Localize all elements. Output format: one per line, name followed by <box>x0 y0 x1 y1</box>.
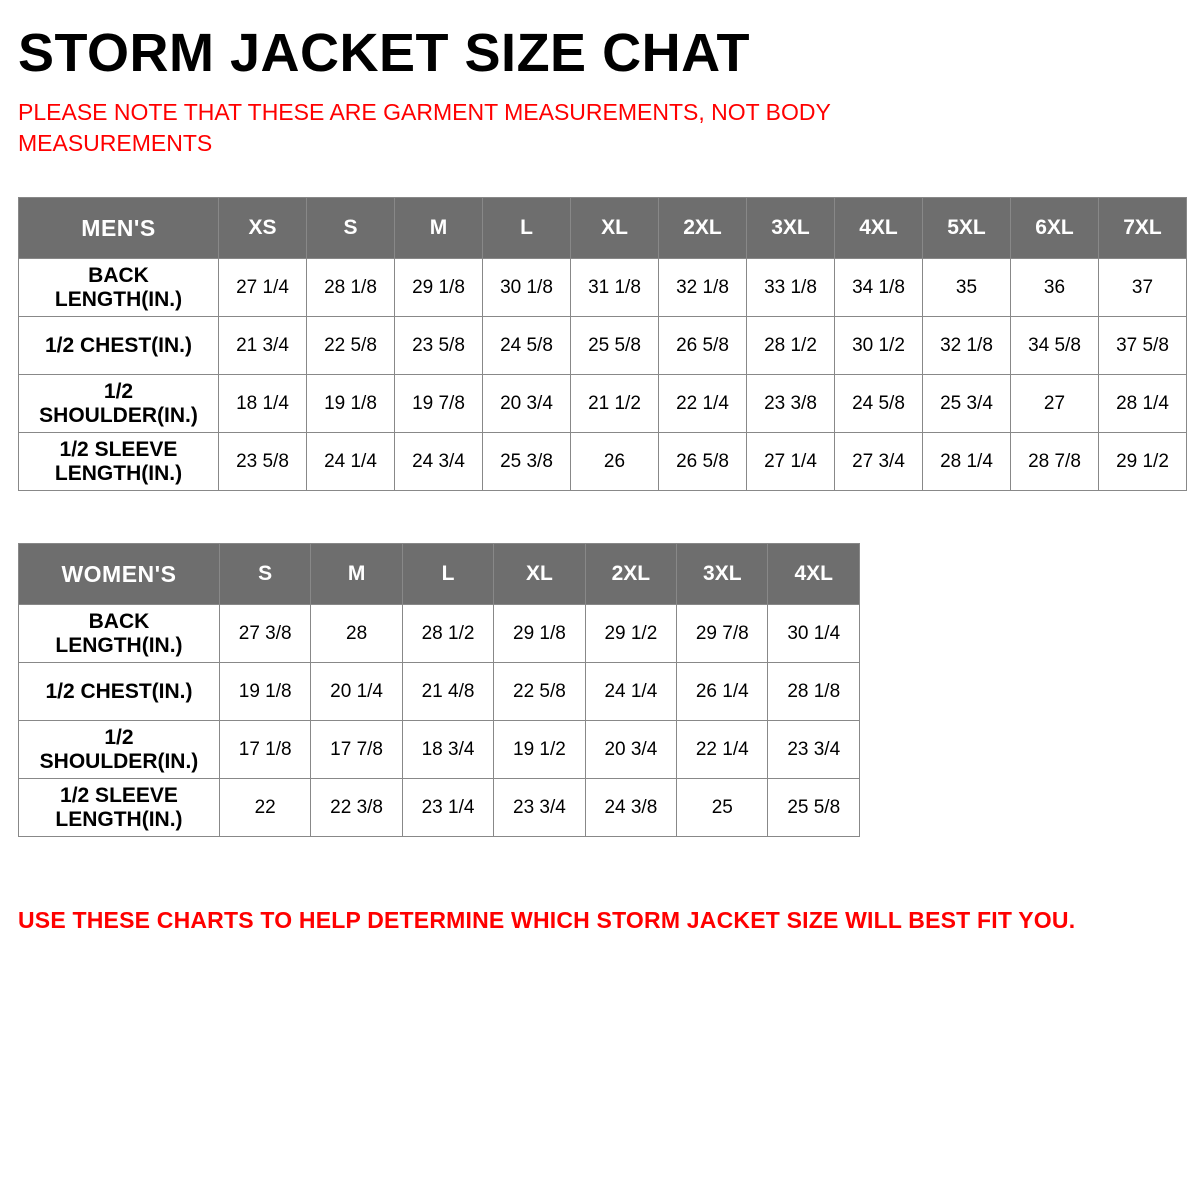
measurement-cell: 34 1/8 <box>835 259 923 317</box>
measurement-cell: 24 5/8 <box>835 375 923 433</box>
mens-table-header <box>19 198 1187 259</box>
measurement-cell: 30 1/4 <box>768 605 860 663</box>
measurement-cell: 22 1/4 <box>659 375 747 433</box>
measurement-cell: 28 <box>311 605 402 663</box>
measurement-row-label: BACK LENGTH(IN.) <box>19 259 219 317</box>
measurement-row-label: 1/2 SLEEVE LENGTH(IN.) <box>19 779 220 837</box>
measurement-cell: 26 <box>571 433 659 491</box>
measurement-row-label: 1/2 CHEST(IN.) <box>19 663 220 721</box>
measurement-cell: 22 <box>219 779 310 837</box>
table-row <box>19 375 1187 433</box>
size-column-header: S <box>307 198 395 259</box>
measurement-cell: 36 <box>1011 259 1099 317</box>
measurement-cell: 23 1/4 <box>402 779 493 837</box>
size-column-header: L <box>483 198 571 259</box>
measurement-cell: 21 4/8 <box>402 663 493 721</box>
measurement-cell: 24 5/8 <box>483 317 571 375</box>
measurement-cell: 34 5/8 <box>1011 317 1099 375</box>
size-column-header: 4XL <box>768 544 860 605</box>
measurement-row-label: 1/2 SLEEVE LENGTH(IN.) <box>19 433 219 491</box>
size-column-header: 7XL <box>1099 198 1187 259</box>
measurement-cell: 20 1/4 <box>311 663 402 721</box>
measurement-cell: 27 3/8 <box>219 605 310 663</box>
measurement-cell: 35 <box>923 259 1011 317</box>
table-row <box>19 259 1187 317</box>
table-row <box>19 779 860 837</box>
measurement-cell: 24 3/8 <box>585 779 676 837</box>
measurement-cell: 21 1/2 <box>571 375 659 433</box>
measurement-cell: 21 3/4 <box>219 317 307 375</box>
measurement-cell: 23 5/8 <box>219 433 307 491</box>
size-column-header: L <box>402 544 493 605</box>
measurement-cell: 28 1/4 <box>923 433 1011 491</box>
measurement-cell: 20 3/4 <box>585 721 676 779</box>
measurement-cell: 19 7/8 <box>395 375 483 433</box>
size-column-header: 5XL <box>923 198 1011 259</box>
measurement-cell: 25 <box>677 779 768 837</box>
measurement-cell: 29 1/2 <box>585 605 676 663</box>
measurement-cell: 18 3/4 <box>402 721 493 779</box>
measurement-disclaimer: PLEASE NOTE THAT THESE ARE GARMENT MEASUREMENTS, NOT BODY MEASUREMENTS <box>18 99 831 157</box>
table-row <box>19 663 860 721</box>
measurement-cell: 23 3/8 <box>747 375 835 433</box>
size-column-header: 3XL <box>747 198 835 259</box>
measurement-cell: 26 5/8 <box>659 433 747 491</box>
size-column-header: M <box>395 198 483 259</box>
measurement-cell: 23 5/8 <box>395 317 483 375</box>
measurement-cell: 28 1/2 <box>747 317 835 375</box>
measurement-cell: 22 5/8 <box>494 663 585 721</box>
measurement-cell: 32 1/8 <box>923 317 1011 375</box>
measurement-row-label: BACK LENGTH(IN.) <box>19 605 220 663</box>
table-row <box>19 721 860 779</box>
measurement-cell: 19 1/2 <box>494 721 585 779</box>
measurement-cell: 25 3/8 <box>483 433 571 491</box>
measurement-cell: 22 1/4 <box>677 721 768 779</box>
womens-size-table <box>18 543 860 837</box>
table-spacer <box>18 491 1182 543</box>
table-header-row <box>19 544 860 605</box>
womens-table-body <box>19 605 860 837</box>
size-column-header: XS <box>219 198 307 259</box>
size-column-header: XL <box>571 198 659 259</box>
table-row <box>19 317 1187 375</box>
measurement-cell: 32 1/8 <box>659 259 747 317</box>
size-column-header: 2XL <box>659 198 747 259</box>
measurement-cell: 27 <box>1011 375 1099 433</box>
measurement-cell: 24 1/4 <box>307 433 395 491</box>
size-column-header: 4XL <box>835 198 923 259</box>
womens-table-header <box>19 544 860 605</box>
measurement-cell: 24 1/4 <box>585 663 676 721</box>
measurement-cell: 27 1/4 <box>219 259 307 317</box>
measurement-cell: 30 1/8 <box>483 259 571 317</box>
measurement-cell: 25 3/4 <box>923 375 1011 433</box>
table-row <box>19 605 860 663</box>
measurement-cell: 24 3/4 <box>395 433 483 491</box>
mens-size-table <box>18 197 1187 491</box>
measurement-row-label: 1/2 SHOULDER(IN.) <box>19 375 219 433</box>
measurement-row-label: 1/2 SHOULDER(IN.) <box>19 721 220 779</box>
measurement-cell: 37 <box>1099 259 1187 317</box>
size-column-header: S <box>219 544 310 605</box>
measurement-cell: 25 5/8 <box>571 317 659 375</box>
measurement-cell: 37 5/8 <box>1099 317 1187 375</box>
measurement-cell: 22 3/8 <box>311 779 402 837</box>
measurement-cell: 17 1/8 <box>219 721 310 779</box>
measurement-cell: 28 7/8 <box>1011 433 1099 491</box>
measurement-cell: 29 7/8 <box>677 605 768 663</box>
measurement-cell: 27 1/4 <box>747 433 835 491</box>
measurement-cell: 29 1/8 <box>494 605 585 663</box>
measurement-cell: 28 1/4 <box>1099 375 1187 433</box>
womens-table-title: WOMEN'S <box>19 544 220 605</box>
table-header-row <box>19 198 1187 259</box>
measurement-cell: 26 1/4 <box>677 663 768 721</box>
footer-note: USE THESE CHARTS TO HELP DETERMINE WHICH STORM JACKET SIZE WILL BEST FIT YOU. <box>18 907 1076 934</box>
measurement-cell: 27 3/4 <box>835 433 923 491</box>
measurement-cell: 19 1/8 <box>219 663 310 721</box>
mens-table-title: MEN'S <box>19 198 219 259</box>
table-row <box>19 433 1187 491</box>
measurement-cell: 31 1/8 <box>571 259 659 317</box>
measurement-cell: 28 1/8 <box>768 663 860 721</box>
measurement-row-label: 1/2 CHEST(IN.) <box>19 317 219 375</box>
measurement-cell: 23 3/4 <box>494 779 585 837</box>
measurement-cell: 25 5/8 <box>768 779 860 837</box>
size-column-header: 6XL <box>1011 198 1099 259</box>
measurement-cell: 17 7/8 <box>311 721 402 779</box>
size-column-header: XL <box>494 544 585 605</box>
measurement-cell: 28 1/8 <box>307 259 395 317</box>
measurement-cell: 19 1/8 <box>307 375 395 433</box>
measurement-cell: 33 1/8 <box>747 259 835 317</box>
measurement-cell: 29 1/8 <box>395 259 483 317</box>
measurement-cell: 29 1/2 <box>1099 433 1187 491</box>
measurement-cell: 26 5/8 <box>659 317 747 375</box>
size-column-header: M <box>311 544 402 605</box>
mens-table-body <box>19 259 1187 491</box>
measurement-cell: 20 3/4 <box>483 375 571 433</box>
size-column-header: 3XL <box>677 544 768 605</box>
measurement-cell: 22 5/8 <box>307 317 395 375</box>
measurement-cell: 30 1/2 <box>835 317 923 375</box>
measurement-cell: 23 3/4 <box>768 721 860 779</box>
measurement-cell: 28 1/2 <box>402 605 493 663</box>
page-title: STORM JACKET SIZE CHAT <box>18 23 751 83</box>
measurement-cell: 18 1/4 <box>219 375 307 433</box>
size-column-header: 2XL <box>585 544 676 605</box>
